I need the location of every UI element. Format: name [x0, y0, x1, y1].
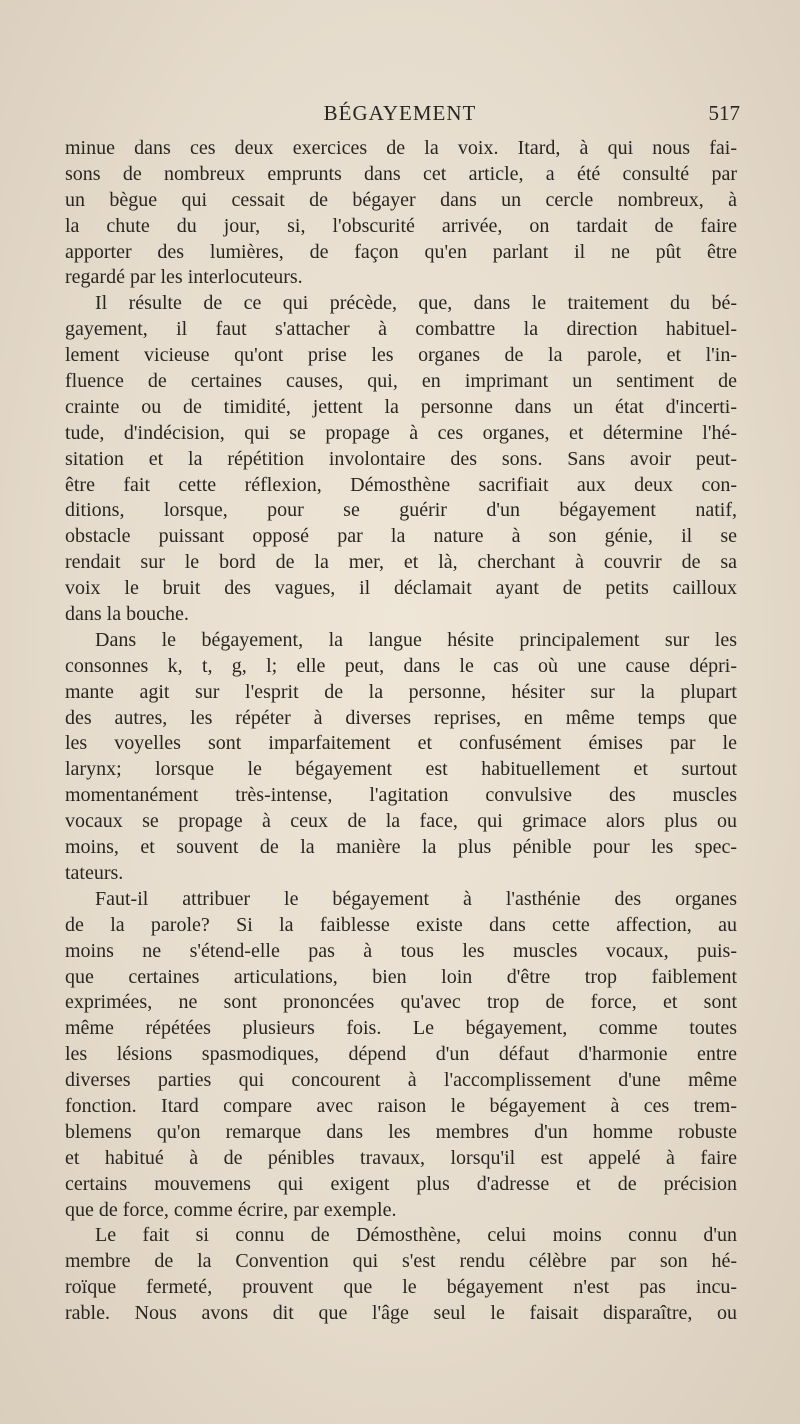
page-number: 517 — [708, 101, 740, 125]
text-line: momentanément très-intense, l'agitation convulsive des muscles — [65, 784, 737, 807]
text-line: rable. Nous avons dit que l'âge seul le faisait disparaître, ou — [65, 1302, 737, 1325]
text-line: les voyelles sont imparfaitement et confusément émises par le — [65, 732, 737, 755]
text-line: tude, d'indécision, qui se propage à ces organes, et détermine l'hé- — [65, 421, 737, 444]
text-line: sons de nombreux emprunts dans cet article, a été consulté par — [65, 162, 737, 185]
text-line: obstacle puissant opposé par la nature à son génie, il se — [65, 525, 737, 548]
text-line: roïque fermeté, prouvent que le bégayement n'est pas incu- — [65, 1276, 737, 1299]
text-line: vocaux se propage à ceux de la face, qui grimace alors plus ou — [65, 810, 737, 833]
text-line: sitation et la répétition involontaire des sons. Sans avoir peut- — [65, 447, 737, 470]
text-line: membre de la Convention qui s'est rendu célèbre par son hé- — [65, 1250, 737, 1273]
text-line: consonnes k, t, g, l; elle peut, dans le cas où une cause dépri- — [65, 654, 737, 677]
body-text — [65, 136, 737, 1327]
page-header — [60, 101, 740, 137]
text-line: apporter des lumières, de façon qu'en parlant il ne pût être — [65, 240, 737, 263]
text-line: même répétées plusieurs fois. Le bégayement, comme toutes — [65, 1017, 737, 1040]
text-line: Dans le bégayement, la langue hésite principalement sur les — [95, 628, 737, 651]
text-line: un bègue qui cessait de bégayer dans un cercle nombreux, à — [65, 188, 737, 211]
text-line: certains mouvemens qui exigent plus d'adresse et de précision — [65, 1172, 737, 1195]
text-line: moins, et souvent de la manière la plus pénible pour les spec- — [65, 836, 737, 859]
text-line: Faut-il attribuer le bégayement à l'asthénie des organes — [95, 887, 737, 910]
text-line: fonction. Itard compare avec raison le bégayement à ces trem- — [65, 1094, 737, 1117]
text-line: que de force, comme écrire, par exemple. — [65, 1198, 397, 1221]
text-line: la chute du jour, si, l'obscurité arrivée, on tardait de faire — [65, 214, 737, 237]
text-line: voix le bruit des vagues, il déclamait ayant de petits cailloux — [65, 577, 737, 600]
text-line: mante agit sur l'esprit de la personne, hésiter sur la plupart — [65, 680, 737, 703]
text-line: regardé par les interlocuteurs. — [65, 266, 303, 289]
text-line: Il résulte de ce qui précède, que, dans le traitement du bé- — [95, 292, 737, 315]
text-line: que certaines articulations, bien loin d'être trop faiblement — [65, 965, 737, 988]
text-line: exprimées, ne sont prononcées qu'avec trop de force, et sont — [65, 991, 737, 1014]
text-line: et habitué à de pénibles travaux, lorsqu'il est appelé à faire — [65, 1146, 737, 1169]
text-line: ditions, lorsque, pour se guérir d'un bégayement natif, — [65, 499, 737, 522]
text-line: les lésions spasmodiques, dépend d'un défaut d'harmonie entre — [65, 1043, 737, 1066]
text-line: de la parole? Si la faiblesse existe dans cette affection, au — [65, 913, 737, 936]
running-title: BÉGAYEMENT — [323, 101, 477, 125]
text-line: minue dans ces deux exercices de la voix. Itard, à qui nous fai- — [65, 137, 737, 159]
text-line: diverses parties qui concourent à l'accomplissement d'une même — [65, 1069, 737, 1092]
text-line: gayement, il faut s'attacher à combattre la direction habituel- — [65, 318, 737, 341]
text-line: dans la bouche. — [65, 603, 189, 626]
text-line: lement vicieuse qu'ont prise les organes de la parole, et l'in- — [65, 344, 737, 367]
text-line: crainte ou de timidité, jettent la personne dans un état d'incerti- — [65, 395, 737, 418]
text-line: blemens qu'on remarque dans les membres d'un homme robuste — [65, 1120, 737, 1143]
text-line: des autres, les répéter à diverses reprises, en même temps que — [65, 706, 737, 729]
text-line: Le fait si connu de Démosthène, celui moins connu d'un — [95, 1224, 737, 1247]
text-line: être fait cette réflexion, Démosthène sacrifiait aux deux con- — [65, 473, 737, 496]
text-line: rendait sur le bord de la mer, et là, cherchant à couvrir de sa — [65, 551, 737, 574]
text-line: fluence de certaines causes, qui, en imprimant un sentiment de — [65, 370, 737, 393]
text-line: tateurs. — [65, 861, 124, 884]
text-line: larynx; lorsque le bégayement est habituellement et surtout — [65, 758, 737, 781]
text-line: moins ne s'étend-elle pas à tous les muscles vocaux, puis- — [65, 939, 737, 962]
